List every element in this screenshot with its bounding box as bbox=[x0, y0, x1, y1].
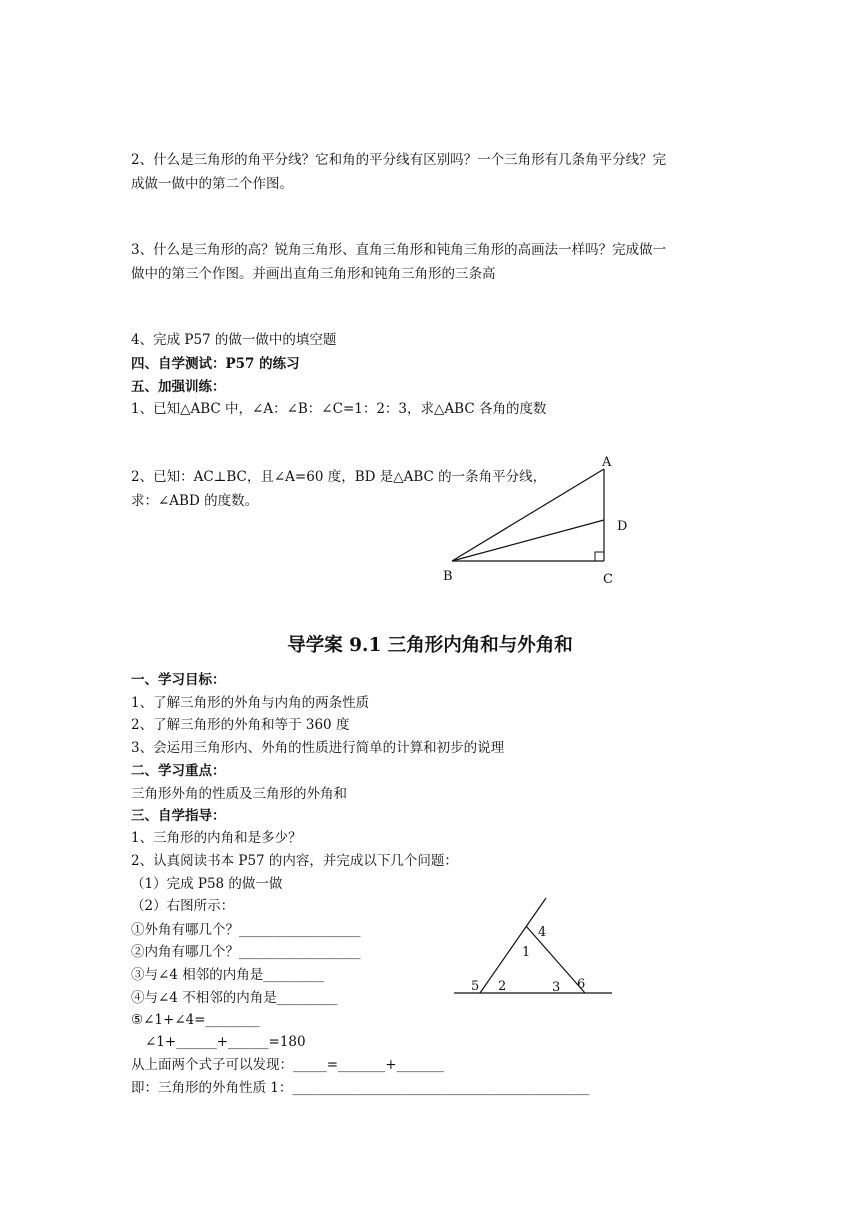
heading-self-test: 四、自学测试：P57 的练习 bbox=[131, 356, 300, 372]
heading-reinforcement: 五、加强训练： bbox=[131, 379, 226, 395]
circle-question-1: ①外角有哪几个？__________________ bbox=[131, 922, 361, 938]
goal-3: 3、会运用三角形内、外角的性质进行简单的计算和初步的说理 bbox=[131, 740, 505, 756]
label-c: C bbox=[603, 572, 613, 587]
angle-label-1: 1 bbox=[522, 945, 531, 960]
goal-2: 2、了解三角形的外角和等于 360 度 bbox=[131, 717, 350, 733]
question-3-line-1: 3、什么是三角形的高？锐角三角形、直角三角形和钝角三角形的高画法一样吗？完成做一 bbox=[131, 242, 667, 258]
label-d: D bbox=[617, 519, 628, 534]
discovery-line: 从上面两个式子可以发现：_____=_______+_______ bbox=[131, 1057, 444, 1073]
exercise-2-line-2: 求：∠ABD 的度数。 bbox=[131, 493, 259, 509]
exterior-angle-figure bbox=[450, 895, 620, 1005]
triangle-abc-figure bbox=[430, 448, 650, 593]
goal-1: 1、了解三角形的外角与内角的两条性质 bbox=[131, 695, 370, 711]
label-a: A bbox=[602, 455, 612, 470]
circle-question-2: ②内角有哪几个？__________________ bbox=[131, 944, 361, 960]
focus-text: 三角形外角的性质及三角形的外角和 bbox=[131, 786, 347, 802]
left-side-extended bbox=[480, 898, 546, 993]
heading-learning-focus: 二、学习重点： bbox=[131, 763, 226, 779]
heading-self-study-guide: 三、自学指导： bbox=[131, 808, 226, 824]
side-ab bbox=[452, 469, 604, 561]
question-4: 4、完成 P57 的做一做中的填空题 bbox=[131, 332, 337, 348]
exercise-1: 1、已知△ABC 中，∠A：∠B：∠C=1：2：3，求△ABC 各角的度数 bbox=[131, 401, 547, 417]
angle-label-6: 6 bbox=[577, 977, 586, 992]
heading-learning-goals: 一、学习目标： bbox=[131, 672, 226, 688]
label-b: B bbox=[443, 569, 453, 584]
guide-question-2: 2、认真阅读书本 P57 的内容，并完成以下几个问题： bbox=[131, 853, 458, 869]
sub-question-2: （2）右图所示： bbox=[131, 898, 235, 914]
angle-label-2: 2 bbox=[498, 979, 507, 994]
angle-label-5: 5 bbox=[471, 979, 480, 994]
bisector-bd bbox=[452, 520, 604, 561]
sub-question-1: （1）完成 P58 的做一做 bbox=[131, 876, 283, 892]
circle-question-3: ③与∠4 相邻的内角是_________ bbox=[131, 967, 324, 983]
angle-sum-equation: ∠1+______+______=180 bbox=[145, 1034, 306, 1050]
angle-label-3: 3 bbox=[552, 980, 561, 995]
exterior-angle-property-1: 即：三角形的外角性质 1：____________________________________________ bbox=[131, 1080, 590, 1096]
guide-question-1: 1、三角形的内角和是多少？ bbox=[131, 830, 302, 846]
right-angle-mark bbox=[595, 552, 604, 561]
question-2-line-1: 2、什么是三角形的角平分线？它和角的平分线有区别吗？一个三角形有几条角平分线？完 bbox=[131, 152, 667, 168]
circle-question-5: ⑤∠1+∠4=________ bbox=[131, 1012, 260, 1028]
exercise-2-line-1: 2、已知：AC⊥BC，且∠A=60 度，BD 是△ABC 的一条角平分线， bbox=[131, 469, 547, 485]
circle-question-4: ④与∠4 不相邻的内角是_________ bbox=[131, 990, 338, 1006]
question-2-line-2: 成做一做中的第二个作图。 bbox=[131, 176, 293, 192]
angle-label-4: 4 bbox=[538, 925, 547, 940]
question-3-line-2: 做中的第三个作图。并画出直角三角形和钝角三角形的三条高 bbox=[131, 266, 496, 282]
section-title: 导学案 9.1 三角形内角和与外角和 bbox=[287, 635, 573, 656]
